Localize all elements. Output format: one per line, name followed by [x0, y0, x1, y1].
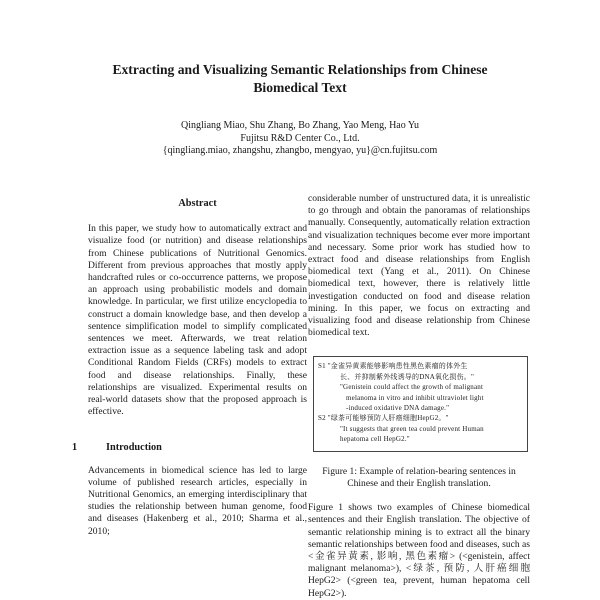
author-emails: {qingliang.miao, zhangshu, zhangbo, mengyao, yu}@cn.fujitsu.com	[162, 145, 438, 156]
author-block	[60, 120, 540, 158]
title-line-2: Biomedical Text	[253, 80, 347, 95]
abstract-heading: Abstract	[178, 198, 217, 209]
abstract-text: In this paper, we study how to automatically extract and visualize food (or nutrition) and disease relationships from Chinese publications of Nutritional Genomics. Different from previous approaches that mostly apply handcrafted rules or co-occurrence patterns, we propose an approach using probabilistic models and domain knowledge. In particular, we first utilize encyclopedia to construct a domain knowledge base, and then develop a sentence simplification model to simplify complicated sentences we meet. Afterwards, we treat relation extraction issue as a sequence labeling task and adopt Conditional Random Fields (CRFs) models to extract food and disease relationships. Finally, these relationships are visualized. Experimental results on real-world datasets show that the proposed approach is effective.	[88, 223, 307, 418]
figure-s1-english-3: -induced oxidative DNA damage."	[346, 404, 450, 413]
right-column	[308, 193, 530, 600]
figure-1-box	[313, 356, 528, 451]
figure-1-caption: Figure 1: Example of relation-bearing sentences in Chinese and their English translation.	[322, 465, 516, 489]
figure-s2-english-2: hepatoma cell HepG2."	[340, 435, 410, 444]
section-number: 1	[72, 442, 78, 454]
affiliation: Fujitsu R&D Center Co., Ltd.	[240, 132, 360, 144]
author-names: Qingliang Miao, Shu Zhang, Bo Zhang, Yao Meng, Hao Yu	[181, 120, 419, 131]
introduction-heading	[72, 442, 291, 454]
right-paragraph-1: considerable number of unstructured data, it is unrealistic to go through and obtain the panoramas of relationships manually. Consequently, automatically relation extraction and visualization techniques become ever more important and necessary. Some prior work has studied how to extract food and disease relationships from English biomedical text (Yang et al., 2011). On Chinese biomedical text, however, there is relatively little investigation conducted on food and disease relation mining. In this paper, we focus on extracting and visualizing food and disease relationship from Chinese biomedical text.	[308, 193, 530, 339]
figure-s1-chinese-2: 长、并抑制紫外线诱导的DNA氧化损伤。"	[340, 372, 475, 381]
figure-s1-english-2: melanoma in vitro and inhibit ultraviolet light	[346, 393, 484, 402]
left-column	[72, 198, 307, 538]
title-line-1: Extracting and Visualizing Semantic Relationships from Chinese	[112, 62, 488, 77]
right-paragraph-2: Figure 1 shows two examples of Chinese biomedical sentences and their English translation. The objective of semantic relationship mining is to extract all the binary semantic relationships between food and diseases, such as <金雀异黄素, 影响, 黑色素瘤> (<genistein, affect malignant melanoma>), <绿茶, 预防, 人肝癌细胞 HepG2> (<green tea, prevent, human hepatoma cell HepG2>).	[308, 502, 530, 599]
paper-title	[60, 61, 540, 97]
introduction-text: Advancements in biomedical science has led to large volume of published research articles, especially in Nutritional Genomics, an emerging interdisciplinary that studies the relationship between human genome, food and diseases (Hakenberg et al., 2010; Sharma et al., 2010;	[88, 464, 307, 537]
figure-s2-chinese: S2 "绿茶可能够预防人肝癌细胞HepG2。"	[318, 414, 449, 423]
section-title: Introduction	[106, 442, 162, 454]
figure-s2-english-1: "It suggests that green tea could prevent Human	[340, 424, 484, 433]
figure-s1-english-1: "Genistein could affect the growth of malignant	[340, 383, 484, 392]
figure-s1-chinese-1: S1 "金雀异黄素能够影响患性黑色素瘤的体外生	[318, 362, 468, 371]
